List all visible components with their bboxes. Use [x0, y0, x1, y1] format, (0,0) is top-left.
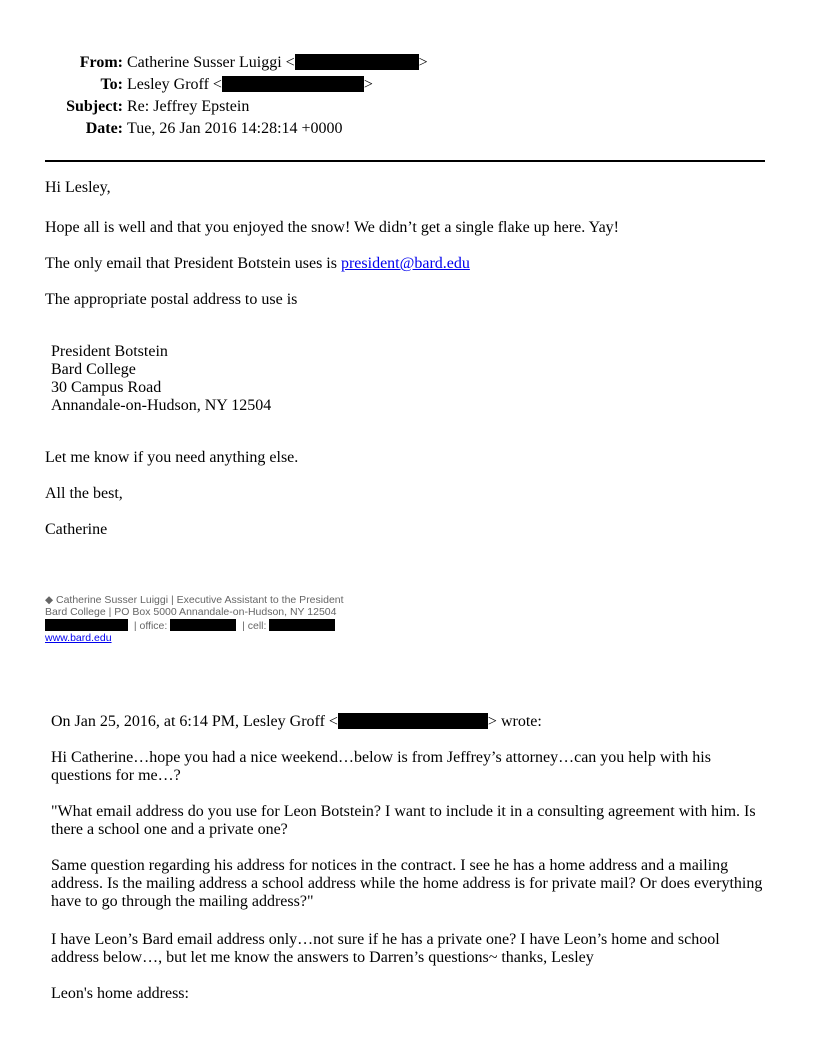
greeting: Hi Lesley,	[45, 179, 111, 196]
quoted-intro-suffix: > wrote:	[487, 713, 542, 730]
subject-label: Subject:	[66, 98, 123, 115]
closing: All the best,	[45, 485, 123, 502]
address-line: President Botstein	[51, 343, 168, 360]
redaction	[338, 713, 488, 729]
signature-line: ◆ Catherine Susser Luiggi | Executive Assistant to the President	[45, 594, 344, 606]
header-subject	[45, 98, 249, 116]
header-date	[45, 120, 343, 138]
paragraph: Hope all is well and that you enjoyed the snow! We didn’t get a single flake up here. Yay!	[45, 219, 619, 236]
date-value: Tue, 26 Jan 2016 14:28:14 +0000	[127, 120, 343, 137]
sender-name: Catherine	[45, 521, 108, 538]
quoted-paragraph: Leon's home address:	[51, 985, 189, 1002]
address-line: Bard College	[51, 361, 136, 378]
redaction	[222, 76, 364, 92]
website-link[interactable]: www.bard.edu	[45, 632, 112, 644]
quoted-intro-text: On Jan 25, 2016, at 6:14 PM, Lesley Groff <	[51, 713, 338, 730]
office-label: | office:	[133, 620, 168, 632]
subject-value: Re: Jeffrey Epstein	[127, 98, 250, 115]
redaction	[269, 619, 335, 631]
date-label: Date:	[85, 120, 123, 137]
signature-contacts	[45, 619, 335, 632]
quoted-paragraph: I have Leon’s Bard email address only…not sure if he has a private one? I have Leon’s home and school address below…, but let me know the answers to Darren’s questions~ thanks, Lesley	[51, 931, 720, 966]
paragraph-text: The only email that President Botstein uses is	[45, 255, 341, 272]
header-to	[45, 76, 373, 94]
redaction	[295, 54, 419, 70]
bracket: >	[418, 54, 428, 71]
address-line: 30 Campus Road	[51, 379, 162, 396]
bracket: >	[363, 76, 373, 93]
cell-label: | cell:	[242, 620, 267, 632]
quoted-paragraph: "What email address do you use for Leon Botstein? I want to include it in a consulting agreement with him. Is there a school one and a private one?	[51, 803, 756, 838]
redaction	[170, 619, 236, 631]
header-divider	[45, 160, 765, 162]
quoted-paragraph: Same question regarding his address for notices in the contract. I see he has a home address and a mailing address. Is the mailing address a school address while the home address is for private mail? Or does everything have to go through the mailing address?"	[51, 857, 763, 910]
to-value: Lesley Groff <	[127, 76, 222, 93]
email-link[interactable]: president@bard.edu	[340, 255, 470, 272]
redaction	[45, 619, 128, 631]
paragraph: The appropriate postal address to use is	[45, 291, 298, 308]
header-from	[45, 54, 428, 72]
address-line: Annandale-on-Hudson, NY 12504	[51, 397, 272, 414]
signature-website	[45, 632, 112, 644]
signature-line: Bard College | PO Box 5000 Annandale-on-Hudson, NY 12504	[45, 606, 337, 618]
paragraph: Let me know if you need anything else.	[45, 449, 299, 466]
paragraph	[45, 255, 470, 273]
from-value: Catherine Susser Luiggi <	[127, 54, 295, 71]
from-label: From:	[79, 54, 123, 71]
quoted-paragraph: Hi Catherine…hope you had a nice weekend…below is from Jeffrey’s attorney…can you help with his questions for me…?	[51, 749, 711, 784]
quoted-intro	[51, 713, 542, 731]
to-label: To:	[100, 76, 123, 93]
